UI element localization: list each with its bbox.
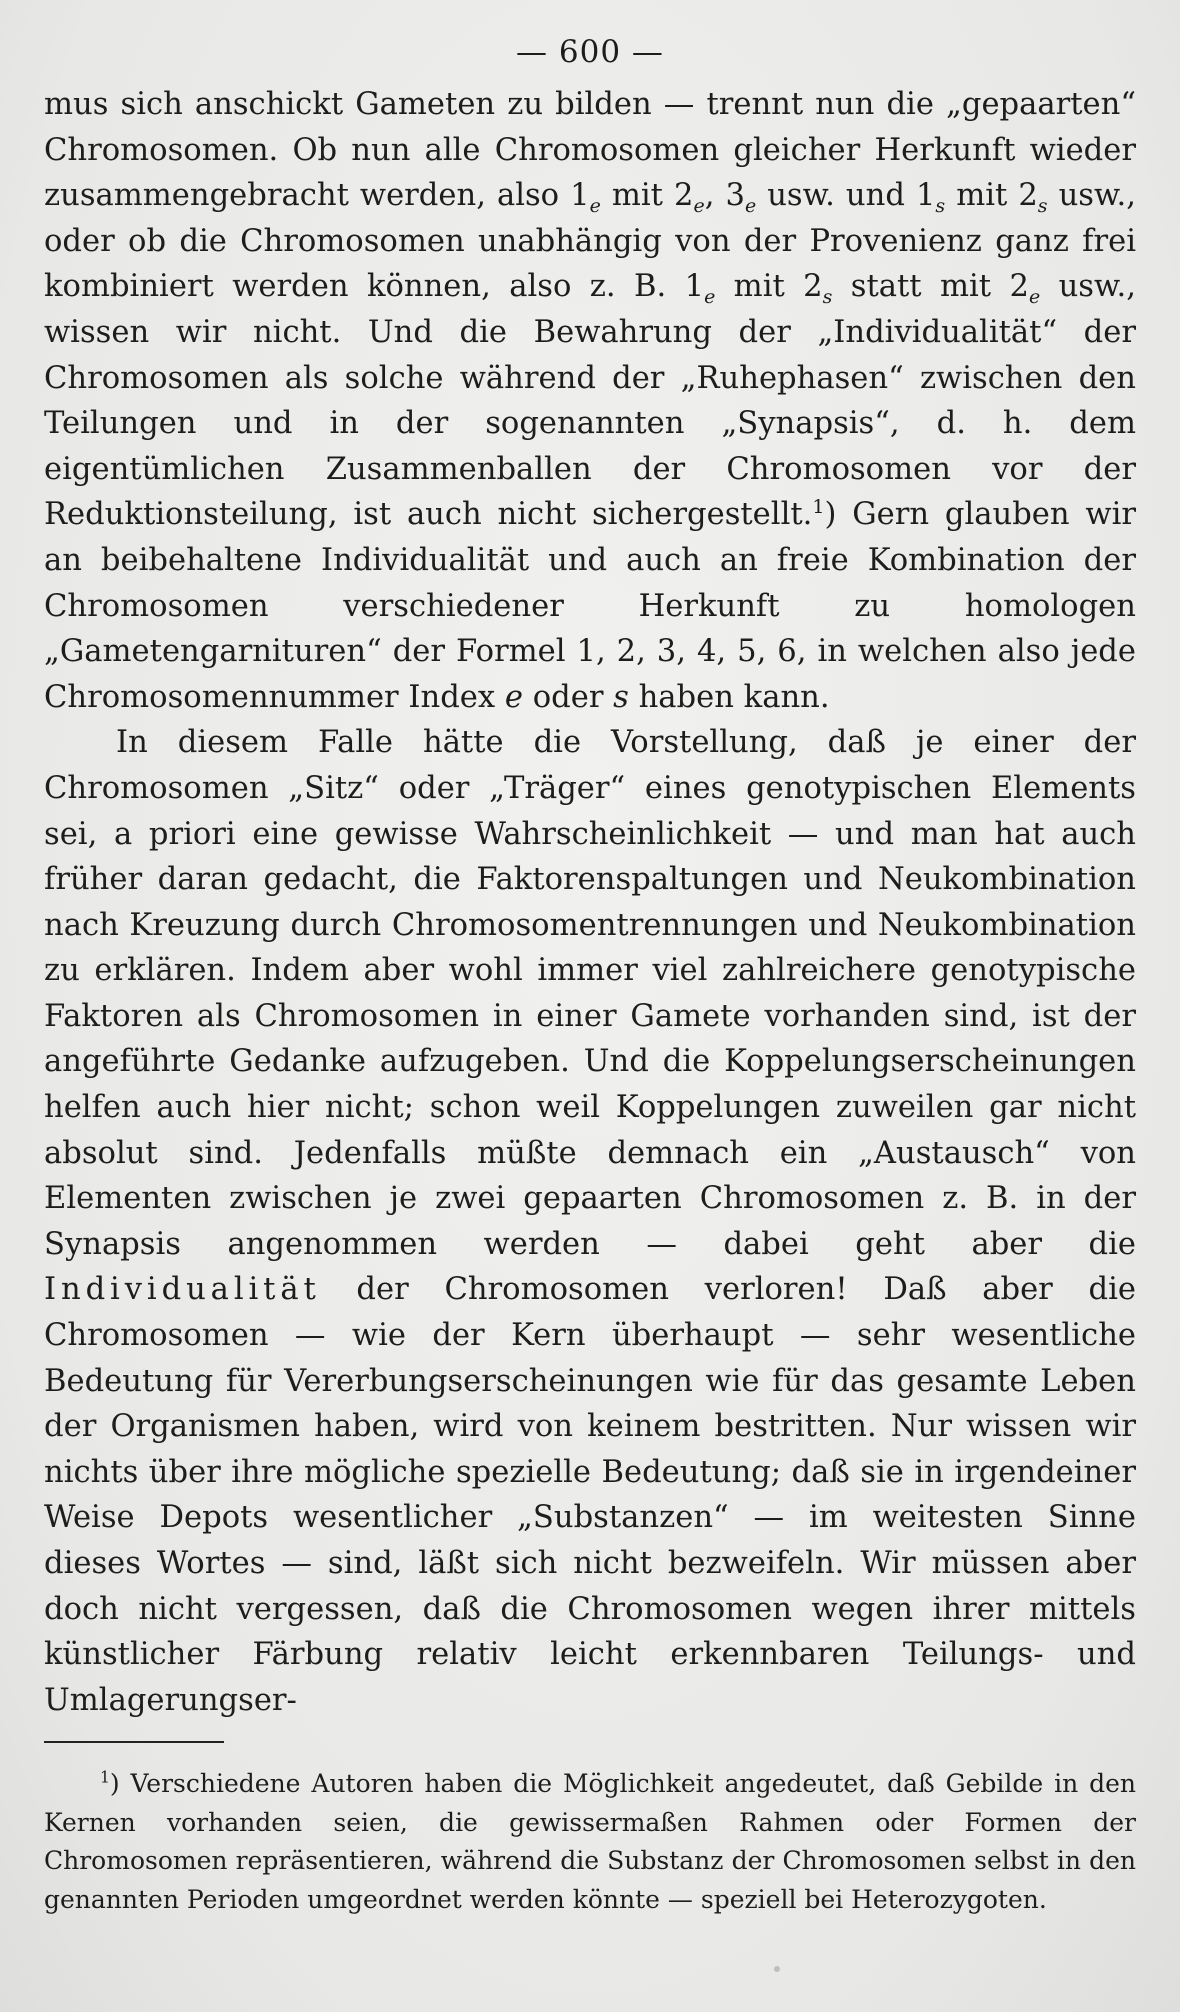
text-run: usw., wissen wir nicht. Und die Bewahrung der „Individualität“ der Chromosomen als solche während der „Ruhephasen“ zwischen den Teilungen und in der sogenannten „Synapsis“, d. h. dem eigentümlichen Zusammenballen der Chromosomen vor der Reduktionsteilung, ist auch nicht sichergestellt. xyxy=(44,269,1136,533)
text-run: ) Gern glauben wir an beibehaltene Individualität und auch an freie Kombination der Chromosomen verschiedener Herkunft zu homologen „Gametengarnituren“ der Formel 1, 2, 3, 4, 5, 6, in welchen also jede Chromosomennummer Index xyxy=(44,497,1136,715)
text-run: usw. und 1 xyxy=(756,178,936,214)
text-run: oder xyxy=(522,679,614,715)
index-subscript: e xyxy=(744,195,757,218)
index-subscript: e xyxy=(704,286,716,309)
index-s-italic: s xyxy=(613,679,629,715)
index-subscript: s xyxy=(1037,195,1048,218)
footnote-marker: 1 xyxy=(100,1769,110,1788)
text-run: mit 2 xyxy=(600,178,694,214)
index-subscript: s xyxy=(935,195,946,218)
index-e-italic: e xyxy=(504,679,523,715)
index-subscript: e xyxy=(1028,286,1041,309)
spaced-emphasis: Individualität xyxy=(44,1272,321,1308)
text-run: In diesem Falle hätte die Vorstellung, daß je einer der Chromosomen „Sitz“ oder „Träger“ eines genotypischen Elements sei, a priori eine gewisse Wahrscheinlichkeit — und man hat auch früher daran gedacht, die Faktorenspaltungen und Neukombination nach Kreuzung durch Chromosomentrennungen und Neukombination zu erklären. Indem aber wohl immer viel zahlreichere genotypische Faktoren als Chromosomen in einer Gamete vorhanden sind, ist der angeführte Gedanke aufzugeben. Und die Koppelungserscheinungen helfen auch hier nicht; schon weil Koppelungen zuweilen gar nicht absolut sind. Jedenfalls müßte demnach ein „Austausch“ von Elementen zwischen je zwei gepaarten Chromosomen z. B. in der Synapsis angenommen werden — dabei geht aber die xyxy=(44,725,1136,1262)
text-run: , 3 xyxy=(704,178,745,214)
text-run: statt mit 2 xyxy=(832,269,1029,305)
page-number: — 600 — xyxy=(516,34,664,70)
text-run: mit 2 xyxy=(945,178,1038,214)
text-run: mus sich anschickt Gameten zu bilden — trennt nun die „gepaarten“ Chromosomen. Ob nun alle Chromosomen gleicher Herkunft wieder zusammengebracht werden, also 1 xyxy=(44,87,1136,214)
paragraph-1 xyxy=(44,82,1136,720)
text-run: haben kann. xyxy=(628,679,830,715)
index-subscript: e xyxy=(589,195,601,218)
paragraph-2 xyxy=(44,720,1136,1723)
footnote-text: ) Verschiedene Autoren haben die Möglichkeit angedeutet, daß Gebilde in den Kernen vorhanden seien, die gewissermaßen Rahmen oder Formen der Chromosomen repräsentieren, während die Substanz der Chromosomen selbst in den genannten Perioden umgeordnet werden könnte — speziell bei Heterozygoten. xyxy=(44,1769,1136,1914)
print-speck xyxy=(774,1966,780,1972)
index-subscript: e xyxy=(693,195,705,218)
text-run: mit 2 xyxy=(715,269,823,305)
text-run: usw., oder ob die Chromosomen unabhängig von der Provenienz ganz frei kombiniert werden können, also z. B. 1 xyxy=(44,178,1136,305)
index-subscript: s xyxy=(822,286,833,309)
footnote xyxy=(44,1765,1136,1919)
footnote-reference: 1 xyxy=(812,496,825,519)
footnote-divider xyxy=(44,1741,224,1743)
main-text xyxy=(44,82,1136,1723)
text-run: der Chromosomen verloren! Daß aber die Chromosomen — wie der Kern überhaupt — sehr wesentliche Bedeutung für Vererbungserscheinungen wie für das gesamte Leben der Organismen haben, wird von keinem bestritten. Nur wissen wir nichts über ihre mögliche spezielle Bedeutung; daß sie in irgendeiner Weise Depots wesentlicher „Substanzen“ — im weitesten Sinne dieses Wortes — sind, läßt sich nicht bezweifeln. Wir müssen aber doch nicht vergessen, daß die Chromosomen wegen ihrer mittels künstlicher Färbung relativ leicht erkennbaren Teilungs- und Umlagerungser- xyxy=(44,1272,1136,1718)
